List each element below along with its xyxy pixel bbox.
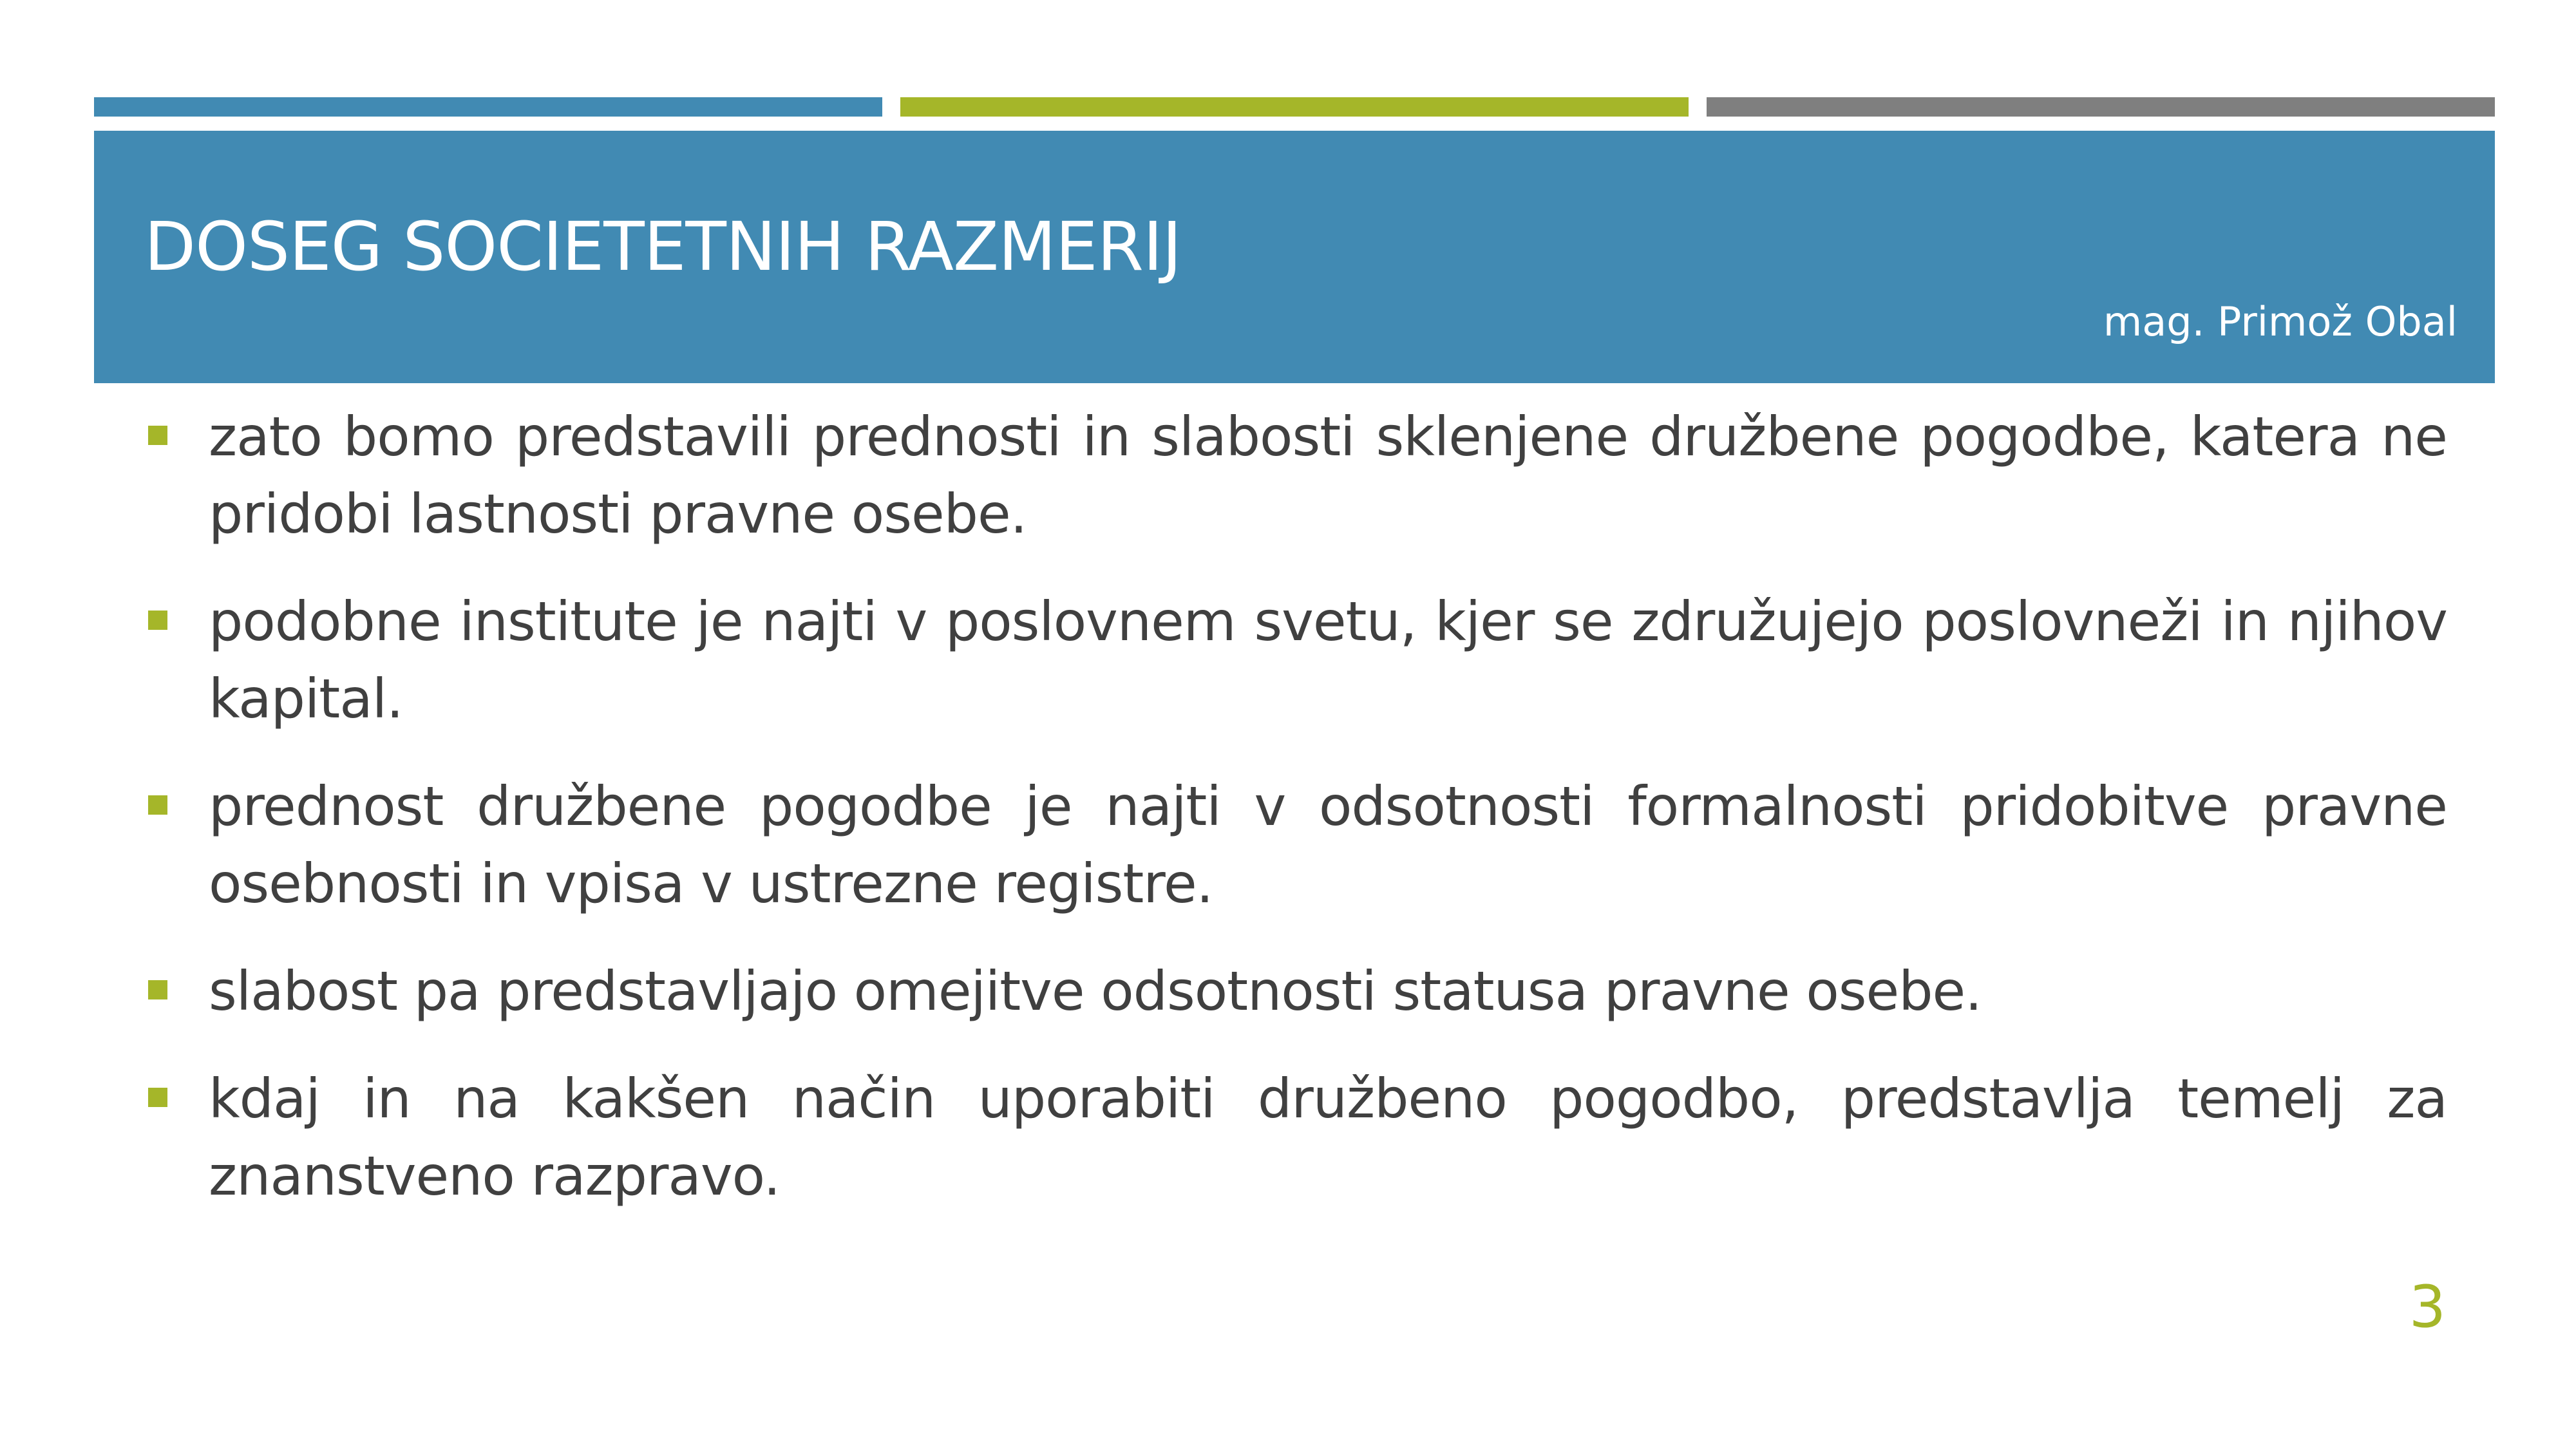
bullet-text: zato bomo predstavili prednosti in slabosti sklenjene družbene pogodbe, katera ne pridobi lastnosti pravne osebe. <box>209 405 2447 545</box>
square-bullet-icon <box>148 426 167 445</box>
bullet-text: podobne institute je najti v poslovnem svetu, kjer se združujejo poslovneži in njihov kapital. <box>209 590 2447 730</box>
square-bullet-icon <box>148 795 167 815</box>
title-banner <box>94 131 2495 383</box>
slide-title: DOSEG SOCIETETNIH RAZMERIJ <box>144 207 1182 286</box>
accent-bar-green <box>900 97 1689 117</box>
accent-bar-gray <box>1707 97 2495 117</box>
square-bullet-icon <box>148 611 167 630</box>
page-number: 3 <box>2409 1273 2446 1341</box>
square-bullet-icon <box>148 1088 167 1107</box>
bullet-item <box>147 952 2447 1030</box>
bullet-text: slabost pa predstavljajo omejitve odsotnosti statusa pravne osebe. <box>209 960 1982 1023</box>
bullet-text: prednost družbene pogodbe je najti v odsotnosti formalnosti pridobitve pravne osebnosti in vpisa v ustrezne registre. <box>209 775 2447 915</box>
bullet-item <box>147 398 2447 553</box>
bullet-item <box>147 768 2447 922</box>
bullet-item <box>147 583 2447 737</box>
bullet-list <box>147 398 2447 1245</box>
square-bullet-icon <box>148 980 167 999</box>
bullet-item <box>147 1060 2447 1215</box>
author-name: mag. Primož Obal <box>2103 298 2458 345</box>
bullet-text: kdaj in na kakšen način uporabiti družbeno pogodbo, predstavlja temelj za znanstveno razpravo. <box>209 1067 2447 1208</box>
accent-bar-blue <box>94 97 882 117</box>
